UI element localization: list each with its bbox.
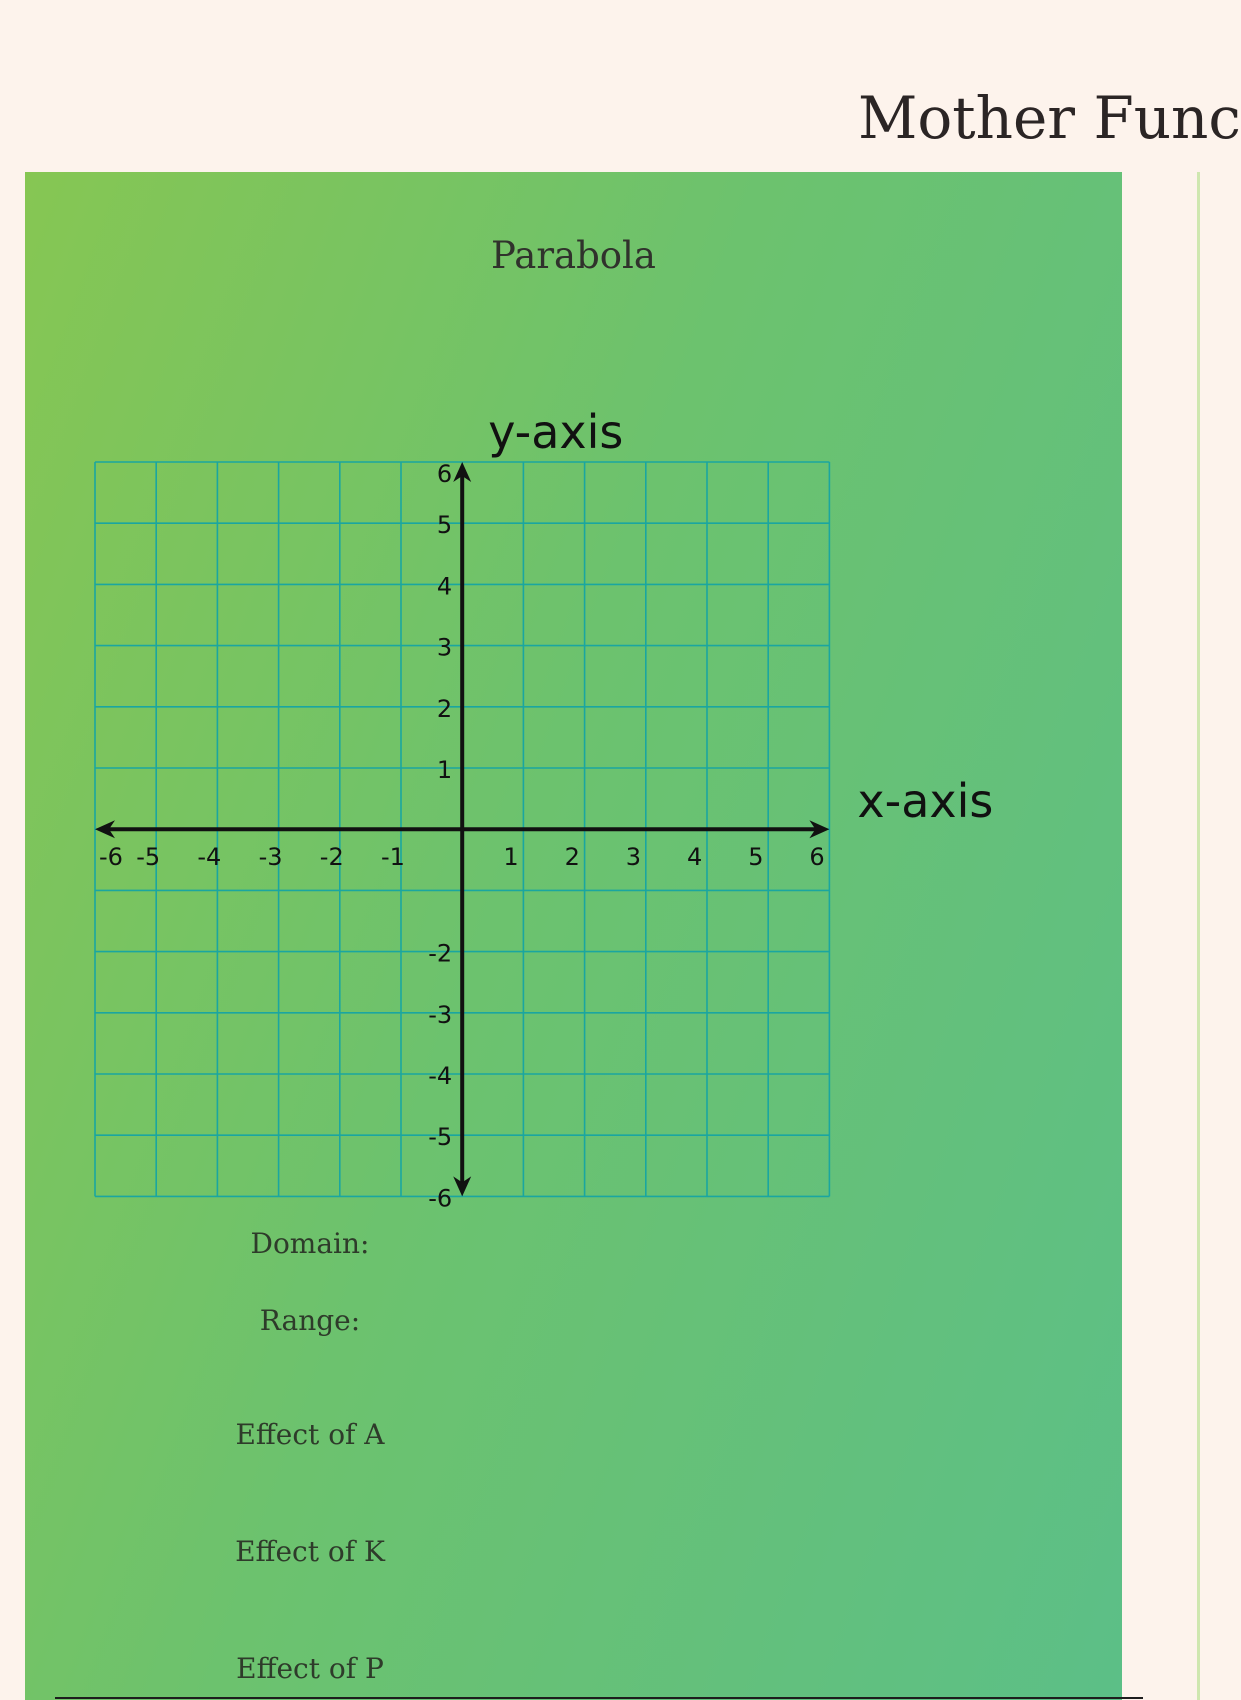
x-tick-label: 2 (564, 843, 580, 872)
x-tick-label: -2 (319, 843, 344, 872)
y-tick-label: -2 (428, 939, 453, 968)
x-tick-label: -4 (197, 843, 222, 872)
x-tick-label: 6 (809, 843, 825, 872)
coordinate-plane-svg (25, 172, 1122, 1272)
x-axis-title: x-axis (857, 774, 994, 829)
page-title: Mother Func (858, 84, 1241, 152)
y-tick-label: 5 (436, 511, 453, 540)
x-tick-label: -1 (381, 843, 405, 872)
range-label: Range: (259, 1304, 361, 1337)
card-title: Parabola (491, 234, 656, 277)
effect-a-label: Effect of A (235, 1418, 385, 1451)
x-tick-label: -6 (99, 843, 123, 872)
y-tick-label: -6 (428, 1184, 453, 1213)
x-tick-label: 1 (503, 843, 519, 872)
y-tick-label: -5 (428, 1123, 453, 1152)
y-tick-label: -3 (428, 1000, 453, 1029)
y-tick-label: 3 (436, 633, 453, 662)
y-tick-label: 1 (436, 756, 453, 784)
y-tick-label: 4 (436, 572, 453, 601)
x-tick-label: -5 (136, 843, 161, 872)
y-tick-label: 6 (436, 460, 453, 488)
y-tick-label: 2 (436, 694, 453, 723)
x-tick-label: 3 (625, 843, 642, 872)
bottom-divider (55, 1697, 1143, 1699)
function-card (25, 172, 1122, 1700)
x-tick-label: 5 (748, 843, 764, 872)
domain-label: Domain: (250, 1227, 370, 1260)
x-tick-label: 4 (687, 843, 703, 872)
effect-k-label: Effect of K (235, 1535, 385, 1568)
y-axis-title: y-axis (488, 405, 624, 459)
effect-p-label: Effect of P (236, 1652, 384, 1685)
y-tick-label: -4 (428, 1062, 453, 1090)
next-card-edge (1197, 172, 1200, 1700)
x-tick-label: -3 (258, 843, 283, 872)
